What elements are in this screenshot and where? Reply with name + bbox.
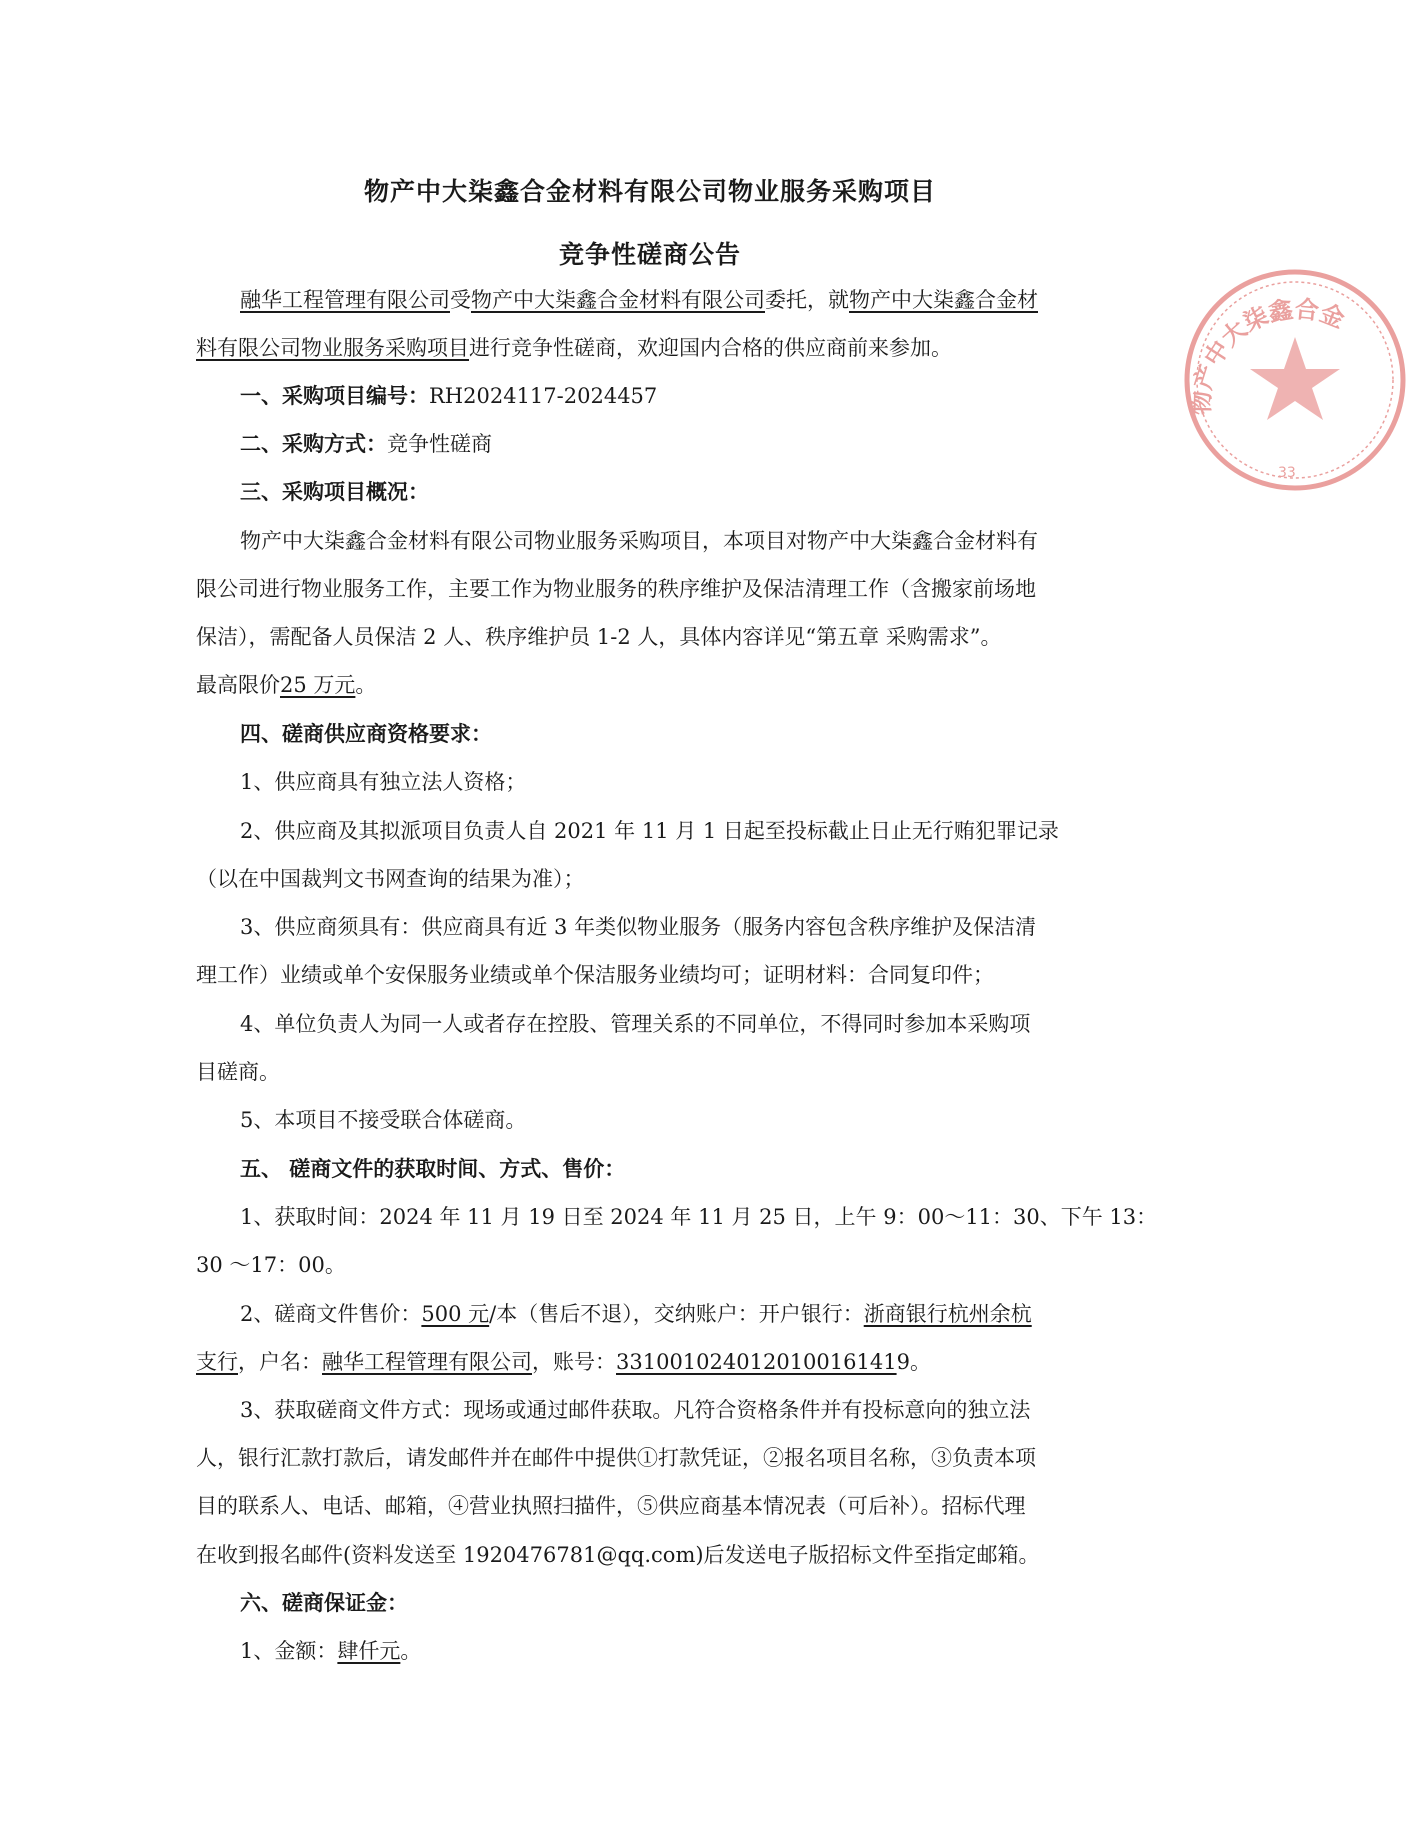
- project-code: RH2024117-2024457: [429, 384, 658, 408]
- intro-line-1: 融华工程管理有限公司受物产中大柒鑫合金材料有限公司委托，就物产中大柒鑫合金材: [240, 288, 1038, 312]
- agent-name: 融华工程管理有限公司: [240, 288, 450, 312]
- max-price: 25 万元: [280, 673, 356, 697]
- acquire-method-d: 在收到报名邮件(资料发送至 1920476781@qq.com)后发送电子版招标文件至指定邮箱。: [196, 1543, 1040, 1567]
- acquire-method-c: 目的联系人、电话、邮箱，④营业执照扫描件，⑤供应商基本情况表（可后补）。招标代理: [196, 1494, 1026, 1518]
- acquire-method-b: 人，银行汇款打款后，请发邮件并在邮件中提供①打款凭证，②报名项目名称，③负责本项: [196, 1446, 1036, 1470]
- account-number: 331001024012010016141: [616, 1350, 897, 1374]
- file-price-line: 2、磋商文件售价：500 元/本（售后不退），交纳账户：开户银行：浙商银行杭州余杭: [240, 1302, 1032, 1326]
- doc-subtitle: 竞争性磋商公告: [558, 240, 741, 269]
- intro-line-2: 料有限公司物业服务采购项目进行竞争性磋商，欢迎国内合格的供应商前来参加。: [196, 336, 952, 360]
- requirement-4a: 4、单位负责人为同一人或者存在控股、管理关系的不同单位，不得同时参加本采购项: [240, 1012, 1031, 1036]
- procurement-method: 竞争性磋商: [387, 432, 492, 456]
- acquire-time-a: 1、获取时间：2024 年 11 月 19 日至 2024 年 11 月 25 日，上午 9：00～11：30、下午 13：: [240, 1205, 1158, 1229]
- section-3-heading: 三、采购项目概况：: [240, 480, 429, 504]
- client-name: 物产中大柒鑫合金材料有限公司: [471, 288, 765, 312]
- requirement-2a: 2、供应商及其拟派项目负责人自 2021 年 11 月 1 日起至投标截止日止无行贿犯罪记录: [240, 819, 1059, 843]
- bank-name-b: 支行: [196, 1350, 238, 1374]
- section-3-line-2: 限公司进行物业服务工作，主要工作为物业服务的秩序维护及保洁清理工作（含搬家前场地: [196, 577, 1036, 601]
- seal-text: 物产中大柒鑫合金: [1187, 294, 1349, 416]
- section-3-line-1: 物产中大柒鑫合金材料有限公司物业服务采购项目，本项目对物产中大柒鑫合金材料有: [240, 529, 1038, 553]
- section-1-heading: 一、采购项目编号：: [240, 384, 429, 408]
- section-3-line-3: 保洁），需配备人员保洁 2 人、秩序维护员 1-2 人，具体内容详见“第五章 采购需求”。: [196, 625, 1002, 649]
- file-price: 500 元: [421, 1302, 490, 1326]
- requirement-2b: （以在中国裁判文书网查询的结果为准）；: [196, 867, 585, 891]
- requirement-4b: 目磋商。: [196, 1060, 280, 1084]
- seal-star-icon: [1250, 337, 1340, 420]
- section-1: [240, 382, 1102, 410]
- acquire-method-a: 3、获取磋商文件方式：现场或通过邮件获取。凡符合资格条件并有投标意向的独立法: [240, 1398, 1031, 1422]
- section-6-heading: 六、磋商保证金：: [240, 1591, 408, 1615]
- account-name: 融华工程管理有限公司: [322, 1350, 532, 1374]
- company-seal: [1180, 265, 1410, 495]
- deposit-amount-line: 1、金额：肆仟元。: [240, 1639, 422, 1663]
- requirement-1: 1、供应商具有独立法人资格；: [240, 770, 527, 794]
- doc-title: 物产中大柒鑫合金材料有限公司物业服务采购项目: [363, 177, 936, 206]
- section-4-heading: 四、磋商供应商资格要求：: [240, 722, 492, 746]
- requirement-3a: 3、供应商须具有：供应商具有近 3 年类似物业服务（服务内容包含秩序维护及保洁清: [240, 915, 1037, 939]
- bank-name-a: 浙商银行杭州余杭: [863, 1302, 1032, 1326]
- section-5-heading: 五、 磋商文件的获取时间、方式、售价：: [240, 1157, 626, 1181]
- section-2: [240, 430, 1102, 458]
- deposit-amount: 肆仟元: [337, 1639, 401, 1663]
- seal-number: 33: [1278, 465, 1296, 481]
- section-3-line-4: 最高限价25 万元。: [196, 673, 377, 697]
- acquire-time-b: 30 ～17：00。: [196, 1253, 346, 1277]
- requirement-3b: 理工作）业绩或单个安保服务业绩或单个保洁服务业绩均可；证明材料：合同复印件；: [196, 963, 994, 987]
- project-name-a: 物产中大柒鑫合金材: [849, 288, 1038, 312]
- section-2-heading: 二、采购方式：: [240, 432, 387, 456]
- requirement-5: 5、本项目不接受联合体磋商。: [240, 1108, 527, 1132]
- bank-account-line: 支行，户名：融华工程管理有限公司，账号：3310010240120100161419。: [196, 1350, 931, 1374]
- project-name-b: 料有限公司物业服务采购项目: [196, 336, 469, 360]
